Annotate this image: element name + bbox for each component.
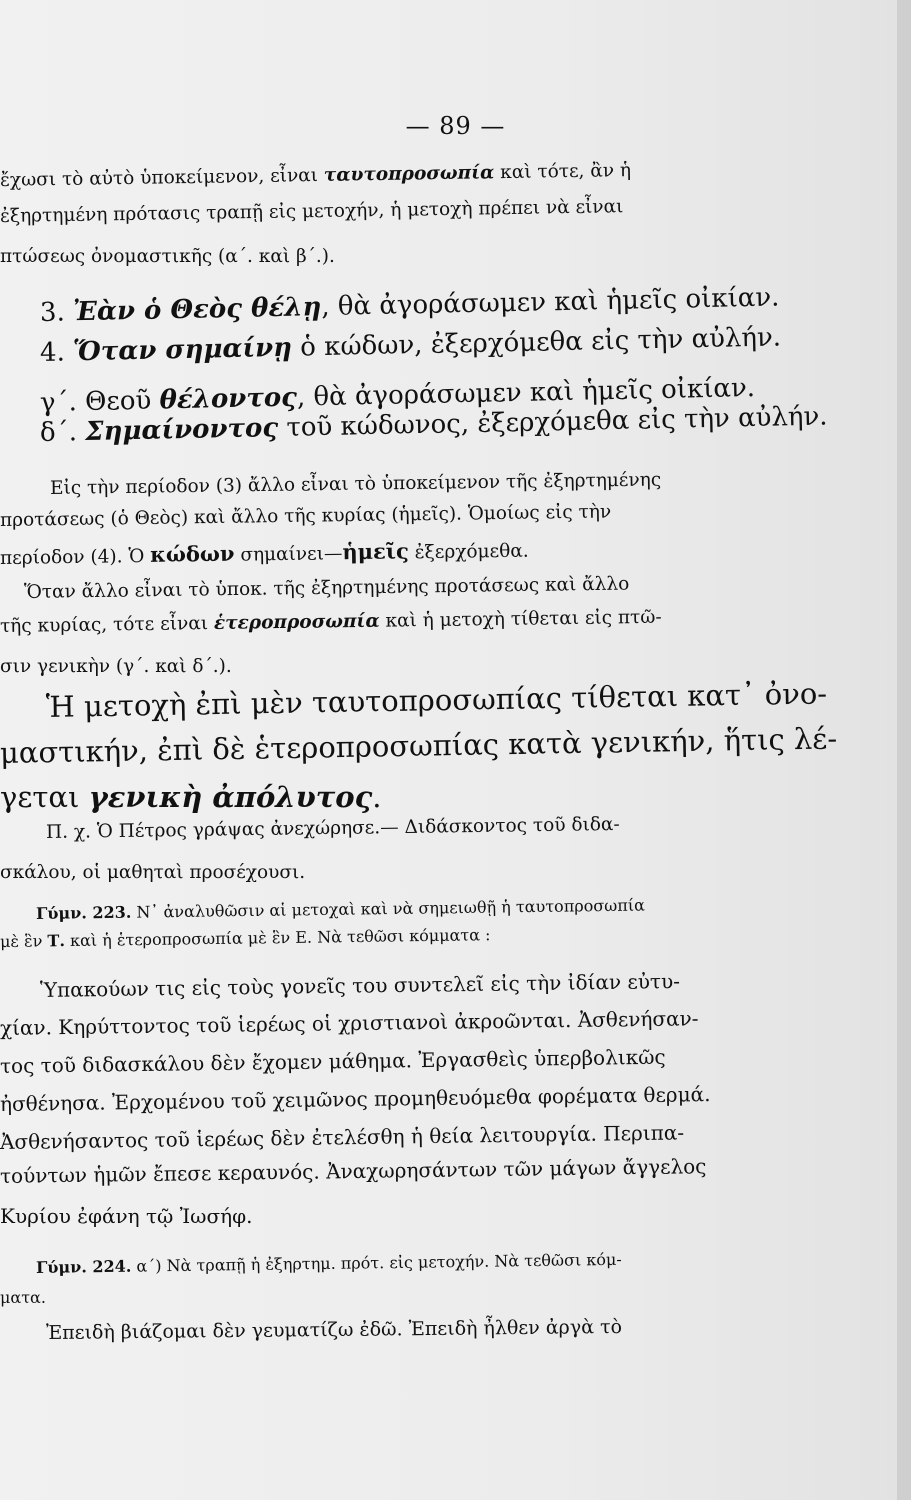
text-span: ἐξερχόμεθα. (408, 540, 529, 564)
text-span: τῆς κυρίας, τότε εἶναι (0, 613, 215, 637)
text-span: δ΄. (39, 417, 86, 448)
text-line: Κυρίου ἐφάνη τῷ Ἰωσήφ. (0, 1204, 253, 1228)
text-line: σκάλου, οἱ μαθηταὶ προσέχουσι. (0, 862, 306, 883)
text-line: ἠσθένησα. Ἐρχομένου τοῦ χειμῶνος προμηθευόμεθα φορέματα θερμά. (0, 1082, 711, 1116)
italic-term: ταυτοπροσωπία (323, 162, 495, 186)
text-line: τος τοῦ διδασκάλου δὲν ἔχομεν μάθημα. Ἐργασθεὶς ὑπερβολικῶς (0, 1044, 666, 1078)
text-line: Π. χ. Ὁ Πέτρος γράψας ἀνεχώρησε.— Διδάσκοντος τοῦ διδα- (45, 813, 620, 843)
text-span: 4. (39, 337, 74, 368)
italic-term: Ὅταν σημαίνῃ (72, 332, 293, 368)
text-span: 3. (39, 297, 74, 328)
text-span: ἔχωσι τὸ αὐτὸ ὑποκείμενον, εἶναι (0, 164, 325, 191)
italic-term: ἑτεροπροσωπία (213, 610, 380, 635)
text-span: γεται (0, 780, 89, 814)
rule-line (0, 780, 382, 814)
page-number: — 89 — (405, 112, 506, 140)
text-span: τοῦ κώδωνος, ἐξερχόμεθα εἰς τὴν αὐλήν. (277, 401, 828, 444)
rule-line: μαστικήν, ἐπὶ δὲ ἑτεροπροσωπίας κατὰ γενικήν, ἥτις λέ- (0, 721, 838, 770)
text-line: ἐξηρτημένη πρότασις τραπῇ εἰς μετοχήν, ἡ μετοχὴ πρέπει νὰ εἶναι (0, 196, 624, 227)
text-line: πτώσεως ὀνομαστικῆς (α΄. καὶ β΄.). (0, 246, 335, 267)
italic-term: Ἐὰν ὁ Θεὸς θέλῃ (72, 292, 322, 328)
rule-line: Ἡ μετοχὴ ἐπὶ μὲν ταυτοπροσωπίας τίθεται κατ᾽ ὀνο- (45, 676, 828, 724)
italic-term: γενικὴ ἀπόλυτος (88, 780, 373, 814)
exercise-label: Γύμν. 223. (35, 902, 132, 923)
text-line: Ἐπειδὴ βιάζομαι δὲν γευματίζω ἐδῶ. Ἐπειδὴ ἦλθεν ἀργὰ τὸ (45, 1315, 623, 1344)
page-edge-shadow (897, 0, 911, 1500)
text-line: Ὅταν ἄλλο εἶναι τὸ ὑποκ. τῆς ἐξηρτημένης προτάσεως καὶ ἄλλο (23, 573, 630, 603)
text-span: σημαίνει— (234, 543, 343, 566)
text-line: τούντων ἡμῶν ἔπεσε κεραυνός. Ἀναχωρησάντων τῶν μάγων ἄγγελος (0, 1154, 707, 1188)
text-line (0, 537, 529, 569)
text-span: , θὰ ἀγοράσωμεν καὶ ἡμεῖς οἰκίαν. (321, 282, 780, 323)
bold-term: Τ. (47, 931, 66, 951)
example-3 (40, 283, 780, 328)
italic-term: θέλοντος (159, 382, 298, 416)
text-line: Εἰς τὴν περίοδον (3) ἄλλο εἶναι τὸ ὑποκείμενον τῆς ἐξηρτημένης (49, 469, 662, 499)
text-span: α΄) Νὰ τραπῇ ἡ ἐξηρτημ. πρότ. εἰς μετοχήν. Νὰ τεθῶσι κόμ- (131, 1249, 622, 1276)
text-line: Ἀσθενήσαντος τοῦ ἱερέως δὲν ἐτελέσθη ἡ θεία λειτουργία. Περιπα- (0, 1120, 685, 1154)
text-line (0, 607, 662, 637)
bold-term: ἡμεῖς (342, 538, 409, 565)
text-span: περίοδον (4). Ὁ (0, 545, 151, 569)
text-line: Ὑπακούων τις εἰς τοὺς γονεῖς του συντελεῖ εἰς τὴν ἰδίαν εὐτυ- (39, 969, 681, 1002)
italic-term: Σημαίνοντος (84, 413, 279, 448)
text-line: προτάσεως (ὁ Θεὸς) καὶ ἄλλο τῆς κυρίας (ἡμεῖς). Ὁμοίως εἰς τὴν (0, 501, 612, 531)
exercise-header (0, 925, 491, 951)
exercise-header (36, 1250, 622, 1277)
exercise-header (36, 895, 645, 922)
text-line: χίαν. Κηρύττοντος τοῦ ἱερέως οἱ χριστιανοὶ ἀκροῶνται. Ἀσθενήσαν- (0, 1006, 699, 1040)
exercise-label: Γύμν. 224. (35, 1256, 132, 1277)
example-4 (40, 322, 782, 368)
text-span: καὶ ἡ ἑτεροπροσωπία μὲ ἓν Ε. Νὰ τεθῶσι κόμματα : (64, 925, 491, 951)
text-span: καὶ τότε, ἂν ἡ (494, 160, 632, 184)
text-span: γ΄. Θεοῦ (39, 385, 160, 418)
text-span: . (372, 780, 382, 814)
text-span: Ν᾽ ἀναλυθῶσιν αἱ μετοχαὶ καὶ νὰ σημειωθῇ ἡ ταυτοπροσωπία (131, 895, 645, 922)
text-span: καὶ ἡ μετοχὴ τίθεται εἰς πτῶ- (379, 606, 662, 632)
text-span: , θὰ ἀγοράσωμεν καὶ ἡμεῖς οἰκίαν. (296, 373, 756, 413)
text-span: ὁ κώδων, ἐξερχόμεθα εἰς τὴν αὐλήν. (291, 322, 782, 363)
text-line: σιν γενικὴν (γ΄. καὶ δ΄.). (0, 656, 232, 677)
bold-term: κώδων (149, 540, 235, 567)
text-line: ματα. (0, 1288, 46, 1307)
text-line (0, 160, 631, 191)
text-span: μὲ ἓν (0, 931, 48, 951)
